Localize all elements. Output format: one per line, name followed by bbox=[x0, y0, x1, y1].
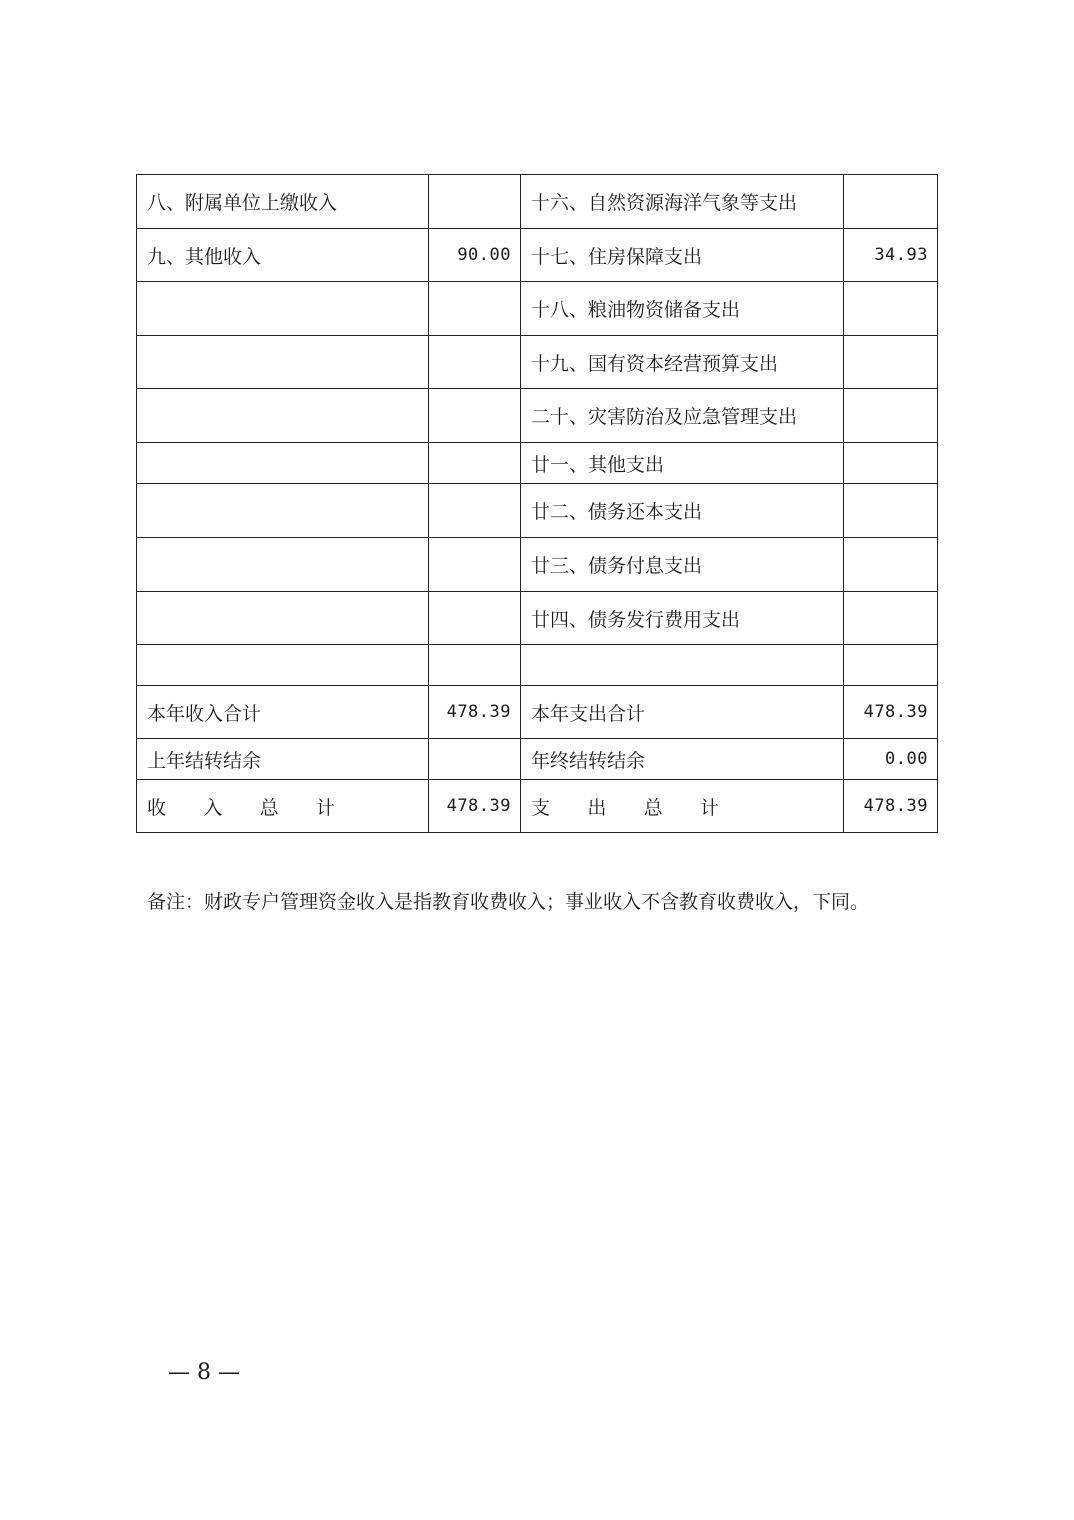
table-row bbox=[137, 282, 938, 336]
table-row bbox=[137, 229, 938, 282]
income-amount-cell bbox=[429, 484, 521, 538]
income-total-char: 计 bbox=[315, 796, 335, 819]
expense-amount-cell bbox=[844, 282, 938, 336]
income-item-cell: 上年结转结余 bbox=[137, 739, 429, 780]
table-row bbox=[137, 538, 938, 592]
table-row bbox=[137, 592, 938, 645]
table-row bbox=[137, 484, 938, 538]
table-row bbox=[137, 739, 938, 780]
footnote: 备注：财政专户管理资金收入是指教育收费收入；事业收入不含教育收费收入，下同。 bbox=[147, 891, 870, 913]
expense-amount-cell bbox=[844, 389, 938, 443]
income-total-char: 收 bbox=[147, 796, 167, 819]
expense-amount-cell: 478.39 bbox=[844, 686, 938, 739]
expense-item-cell: 年终结转结余 bbox=[521, 739, 844, 780]
income-amount-cell bbox=[429, 389, 521, 443]
income-item-cell bbox=[137, 538, 429, 592]
table-row bbox=[137, 336, 938, 389]
income-item-cell bbox=[137, 484, 429, 538]
table-row bbox=[137, 686, 938, 739]
income-amount-cell bbox=[429, 175, 521, 229]
income-item-cell: 本年收入合计 bbox=[137, 686, 429, 739]
table-row bbox=[137, 443, 938, 484]
expense-item-cell: 廿四、债务发行费用支出 bbox=[521, 592, 844, 645]
income-item-cell bbox=[137, 645, 429, 686]
expense-amount-cell bbox=[844, 645, 938, 686]
income-amount-cell bbox=[429, 282, 521, 336]
income-item-cell bbox=[137, 282, 429, 336]
expense-amount-cell bbox=[844, 443, 938, 484]
budget-table bbox=[136, 174, 938, 833]
expense-item-cell: 廿二、债务还本支出 bbox=[521, 484, 844, 538]
income-item-cell bbox=[137, 389, 429, 443]
income-item-cell: 九、其他收入 bbox=[137, 229, 429, 282]
income-amount-cell bbox=[429, 538, 521, 592]
page-number: — 8 — bbox=[168, 1360, 240, 1385]
expense-item-cell: 十六、自然资源海洋气象等支出 bbox=[521, 175, 844, 229]
income-item-cell bbox=[137, 592, 429, 645]
expense-total-char: 总 bbox=[643, 796, 663, 819]
income-total-char: 入 bbox=[203, 796, 223, 819]
expense-amount-cell: 34.93 bbox=[844, 229, 938, 282]
income-amount-cell: 90.00 bbox=[429, 229, 521, 282]
income-amount-cell bbox=[429, 592, 521, 645]
expense-amount-cell: 0.00 bbox=[844, 739, 938, 780]
expense-item-cell: 廿一、其他支出 bbox=[521, 443, 844, 484]
income-total-label bbox=[137, 780, 429, 833]
income-amount-cell bbox=[429, 645, 521, 686]
expense-item-cell bbox=[521, 645, 844, 686]
expense-total-amount: 478.39 bbox=[844, 780, 938, 833]
expense-item-cell: 廿三、债务付息支出 bbox=[521, 538, 844, 592]
expense-amount-cell bbox=[844, 592, 938, 645]
expense-amount-cell bbox=[844, 538, 938, 592]
expense-item-cell: 十七、住房保障支出 bbox=[521, 229, 844, 282]
income-item-cell: 八、附属单位上缴收入 bbox=[137, 175, 429, 229]
income-amount-cell: 478.39 bbox=[429, 686, 521, 739]
income-total-amount: 478.39 bbox=[429, 780, 521, 833]
table-row bbox=[137, 645, 938, 686]
income-item-cell bbox=[137, 443, 429, 484]
income-item-cell bbox=[137, 336, 429, 389]
expense-total-char: 计 bbox=[699, 796, 719, 819]
table-row bbox=[137, 389, 938, 443]
expense-amount-cell bbox=[844, 175, 938, 229]
income-amount-cell bbox=[429, 739, 521, 780]
income-total-char: 总 bbox=[259, 796, 279, 819]
table-row-total bbox=[137, 780, 938, 833]
expense-item-cell: 二十、灾害防治及应急管理支出 bbox=[521, 389, 844, 443]
expense-amount-cell bbox=[844, 484, 938, 538]
table-row bbox=[137, 175, 938, 229]
expense-total-char: 支 bbox=[531, 796, 551, 819]
expense-total-char: 出 bbox=[587, 796, 607, 819]
income-amount-cell bbox=[429, 443, 521, 484]
expense-total-label bbox=[521, 780, 844, 833]
expense-item-cell: 十八、粮油物资储备支出 bbox=[521, 282, 844, 336]
expense-item-cell: 十九、国有资本经营预算支出 bbox=[521, 336, 844, 389]
expense-item-cell: 本年支出合计 bbox=[521, 686, 844, 739]
expense-amount-cell bbox=[844, 336, 938, 389]
income-amount-cell bbox=[429, 336, 521, 389]
